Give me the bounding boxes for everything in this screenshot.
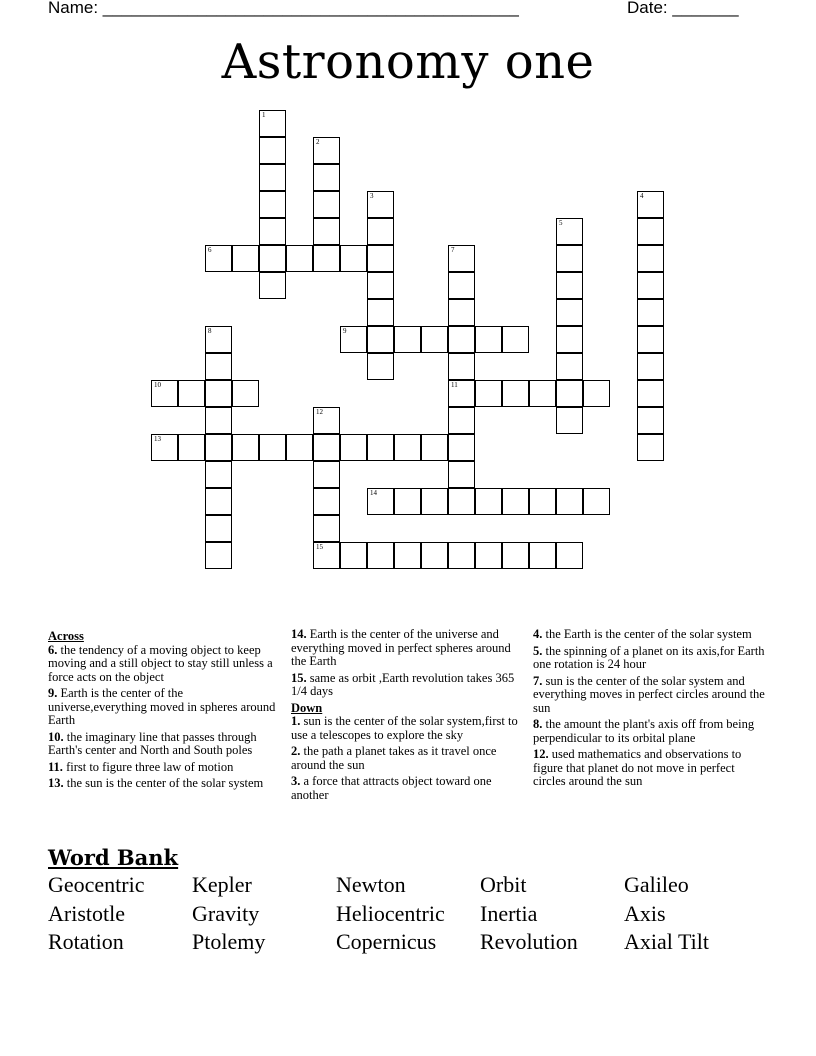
crossword-cell[interactable] <box>313 164 340 191</box>
crossword-cell[interactable] <box>205 515 232 542</box>
crossword-cell[interactable] <box>637 407 664 434</box>
clue-number: 13 <box>154 435 161 443</box>
crossword-cell[interactable] <box>259 218 286 245</box>
clue-number: 12 <box>316 408 323 416</box>
crossword-cell[interactable] <box>502 488 529 515</box>
clue-item-number: 10. <box>48 729 64 744</box>
clue-item <box>533 675 765 716</box>
clue-item <box>533 628 765 642</box>
crossword-cell[interactable] <box>367 245 394 272</box>
clue-item-text: the Earth is the center of the solar system <box>542 627 752 641</box>
crossword-cell[interactable] <box>448 434 475 461</box>
crossword-cell[interactable] <box>259 245 286 272</box>
clue-number: 11 <box>451 381 458 389</box>
clue-item <box>48 731 284 758</box>
crossword-cell[interactable] <box>259 137 286 164</box>
crossword-cell[interactable] <box>529 380 556 407</box>
clue-item-text: Earth is the center of the universe,everything moved in spheres around Earth <box>48 686 276 727</box>
clue-item-number: 6. <box>48 642 58 657</box>
clue-item <box>533 748 765 789</box>
clue-item-number: 15. <box>291 670 307 685</box>
clue-item <box>291 745 519 772</box>
word-bank-entry: Axis <box>624 901 666 926</box>
crossword-cell[interactable] <box>637 191 664 218</box>
word-bank-entry: Newton <box>336 872 406 897</box>
clue-item <box>291 715 519 742</box>
word-bank-entry: Axial Tilt <box>624 929 709 954</box>
clue-item-number: 12. <box>533 747 549 761</box>
clue-item-text: the tendency of a moving object to keep moving and a still object to stay still unless a force acts on the object <box>48 642 273 684</box>
clue-item-text: first to figure three law of motion <box>62 759 234 774</box>
crossword-cell[interactable] <box>394 434 421 461</box>
word-bank-entry: Gravity <box>192 901 260 926</box>
clue-number: 9 <box>343 327 347 335</box>
crossword-cell[interactable] <box>205 380 232 407</box>
crossword-cell[interactable] <box>421 434 448 461</box>
crossword-cell[interactable] <box>313 137 340 164</box>
clue-item-text: the amount the plant's axis off from being perpendicular to its orbital plane <box>533 717 755 745</box>
clue-item <box>533 718 765 745</box>
crossword-cell[interactable] <box>367 353 394 380</box>
crossword-cell[interactable] <box>448 488 475 515</box>
crossword-cell[interactable] <box>178 434 205 461</box>
crossword-cell[interactable] <box>394 488 421 515</box>
word-bank-entry: Copernicus <box>336 929 437 954</box>
crossword-cell[interactable] <box>151 380 178 407</box>
clue-item-number: 5. <box>533 643 543 658</box>
crossword-cell[interactable] <box>448 326 475 353</box>
crossword-cell[interactable] <box>448 380 475 407</box>
crossword-cell[interactable] <box>205 326 232 353</box>
crossword-cell[interactable] <box>637 353 664 380</box>
crossword-cell[interactable] <box>259 434 286 461</box>
date-field-label: Date: _______ <box>627 0 739 17</box>
clue-section-heading: Across <box>48 629 84 643</box>
clue-item-number: 11. <box>48 759 63 774</box>
clue-number: 15 <box>316 543 323 551</box>
crossword-cell[interactable] <box>205 542 232 569</box>
word-bank-entry: Revolution <box>480 929 578 954</box>
clue-number: 4 <box>640 192 644 200</box>
crossword-cell[interactable] <box>502 542 529 569</box>
clue-item <box>533 645 765 672</box>
crossword-cell[interactable] <box>556 380 583 407</box>
clue-item-text: the imaginary line that passes through Earth's center and North and South poles <box>48 729 257 757</box>
clue-item-number: 4. <box>533 627 543 641</box>
crossword-cell[interactable] <box>421 488 448 515</box>
clue-number: 14 <box>370 489 377 497</box>
clue-item <box>291 628 519 669</box>
crossword-cell[interactable] <box>448 353 475 380</box>
crossword-cell[interactable] <box>205 488 232 515</box>
clue-item <box>48 777 284 791</box>
crossword-cell[interactable] <box>313 407 340 434</box>
crossword-cell[interactable] <box>637 245 664 272</box>
crossword-cell[interactable] <box>448 461 475 488</box>
crossword-cell[interactable] <box>340 326 367 353</box>
crossword-cell[interactable] <box>367 542 394 569</box>
crossword-cell[interactable] <box>313 191 340 218</box>
crossword-cell[interactable] <box>637 218 664 245</box>
clue-item <box>48 644 284 685</box>
clue-item-number: 1. <box>291 714 301 728</box>
crossword-cell[interactable] <box>313 434 340 461</box>
clues-column-1 <box>48 628 284 794</box>
clue-number: 10 <box>154 381 161 389</box>
clue-item-text: the spinning of a planet on its axis,for Earth one rotation is 24 hour <box>533 643 765 671</box>
clue-item-text: the sun is the center of the solar system <box>63 776 264 790</box>
clue-item-number: 7. <box>533 673 543 688</box>
crossword-cell[interactable] <box>205 461 232 488</box>
clue-item-number: 8. <box>533 717 543 731</box>
crossword-cell[interactable] <box>367 191 394 218</box>
clue-number: 6 <box>208 246 212 254</box>
crossword-cell[interactable] <box>259 191 286 218</box>
crossword-cell[interactable] <box>232 434 259 461</box>
clue-item-number: 13. <box>48 776 64 790</box>
crossword-cell[interactable] <box>637 299 664 326</box>
word-bank-entry: Orbit <box>480 872 527 897</box>
crossword-cell[interactable] <box>340 434 367 461</box>
page-title: Astronomy one <box>221 34 595 90</box>
crossword-cell[interactable] <box>205 353 232 380</box>
crossword-cell[interactable] <box>556 407 583 434</box>
crossword-cell[interactable] <box>178 380 205 407</box>
crossword-cell[interactable] <box>232 380 259 407</box>
crossword-cell[interactable] <box>259 110 286 137</box>
clue-item <box>48 687 284 728</box>
clues-column-3 <box>533 628 765 792</box>
crossword-cell[interactable] <box>448 299 475 326</box>
clue-item-text: sun is the center of the solar system,first to use a telescopes to explore the sky <box>291 714 518 742</box>
crossword-cell[interactable] <box>556 272 583 299</box>
clue-item-number: 9. <box>48 686 58 700</box>
clue-number: 5 <box>559 219 563 227</box>
crossword-cell[interactable] <box>637 434 664 461</box>
crossword-cell[interactable] <box>502 380 529 407</box>
clue-item-text: a force that attracts object toward one another <box>291 774 492 802</box>
crossword-cell[interactable] <box>556 299 583 326</box>
clue-item-number: 14. <box>291 627 307 641</box>
crossword-cell[interactable] <box>529 488 556 515</box>
clue-item-text: same as orbit ,Earth revolution takes 365 1/4 days <box>291 670 515 698</box>
crossword-cell[interactable] <box>448 272 475 299</box>
word-bank-entry: Inertia <box>480 901 538 926</box>
crossword-cell[interactable] <box>259 164 286 191</box>
crossword-cell[interactable] <box>475 488 502 515</box>
clue-section-heading: Down <box>291 700 323 715</box>
clues-column-2 <box>291 628 519 805</box>
word-bank-entry: Ptolemy <box>192 929 266 954</box>
clue-item-text: sun is the center of the solar system and everything moves in perfect circles around the sun <box>533 673 765 715</box>
clue-item-number: 3. <box>291 774 301 788</box>
crossword-cell[interactable] <box>313 542 340 569</box>
crossword-cell[interactable] <box>313 245 340 272</box>
crossword-cell[interactable] <box>259 272 286 299</box>
crossword-cell[interactable] <box>394 542 421 569</box>
crossword-cell[interactable] <box>367 218 394 245</box>
clue-item-text: the path a planet takes as it travel once around the sun <box>291 744 497 772</box>
crossword-cell[interactable] <box>556 353 583 380</box>
crossword-cell[interactable] <box>421 326 448 353</box>
crossword-cell[interactable] <box>367 326 394 353</box>
crossword-cell[interactable] <box>637 272 664 299</box>
crossword-cell[interactable] <box>367 299 394 326</box>
clue-item-text: Earth is the center of the universe and everything moved in perfect spheres around the Earth <box>291 627 511 668</box>
clue-number: 7 <box>451 246 455 254</box>
clue-number: 3 <box>370 192 374 200</box>
crossword-cell[interactable] <box>475 326 502 353</box>
crossword-cell[interactable] <box>367 272 394 299</box>
crossword-cell[interactable] <box>529 542 556 569</box>
crossword-cell[interactable] <box>556 326 583 353</box>
word-bank-entry: Geocentric <box>48 872 145 897</box>
crossword-cell[interactable] <box>583 380 610 407</box>
word-bank-entry: Rotation <box>48 929 124 954</box>
crossword-cell[interactable] <box>448 407 475 434</box>
clue-item-text: used mathematics and observations to figure that planet do not move in perfect circles around the sun <box>533 747 742 788</box>
crossword-cell[interactable] <box>205 245 232 272</box>
clue-item <box>291 672 519 699</box>
clue-item <box>48 761 284 775</box>
crossword-cell[interactable] <box>232 245 259 272</box>
name-field-label: Name: ____________________________________________ <box>48 0 519 17</box>
crossword-cell[interactable] <box>313 461 340 488</box>
crossword-cell[interactable] <box>502 326 529 353</box>
crossword-cell[interactable] <box>394 326 421 353</box>
crossword-cell[interactable] <box>421 542 448 569</box>
crossword-cell[interactable] <box>475 380 502 407</box>
word-bank-entry: Aristotle <box>48 901 125 926</box>
crossword-cell[interactable] <box>367 434 394 461</box>
clue-item-number: 2. <box>291 744 301 758</box>
crossword-cell[interactable] <box>313 515 340 542</box>
crossword-cell[interactable] <box>313 488 340 515</box>
crossword-cell[interactable] <box>583 488 610 515</box>
word-bank-entry: Heliocentric <box>336 901 445 926</box>
crossword-cell[interactable] <box>637 326 664 353</box>
clue-item <box>291 775 519 802</box>
crossword-cell[interactable] <box>448 542 475 569</box>
crossword-cell[interactable] <box>367 488 394 515</box>
word-bank-entry: Galileo <box>624 872 689 897</box>
crossword-cell[interactable] <box>151 434 178 461</box>
crossword-cell[interactable] <box>637 380 664 407</box>
crossword-cell[interactable] <box>475 542 502 569</box>
crossword-cell[interactable] <box>448 245 475 272</box>
crossword-cell[interactable] <box>313 218 340 245</box>
word-bank-entry: Kepler <box>192 872 252 897</box>
word-bank-title: Word Bank <box>48 845 179 870</box>
crossword-cell[interactable] <box>205 434 232 461</box>
crossword-cell[interactable] <box>286 245 313 272</box>
crossword-cell[interactable] <box>340 542 367 569</box>
crossword-cell[interactable] <box>286 434 313 461</box>
crossword-cell[interactable] <box>556 488 583 515</box>
clue-number: 8 <box>208 327 212 335</box>
crossword-cell[interactable] <box>205 407 232 434</box>
clue-number: 1 <box>262 111 266 119</box>
crossword-cell[interactable] <box>556 218 583 245</box>
crossword-cell[interactable] <box>556 245 583 272</box>
crossword-cell[interactable] <box>556 542 583 569</box>
clue-number: 2 <box>316 138 320 146</box>
crossword-cell[interactable] <box>340 245 367 272</box>
